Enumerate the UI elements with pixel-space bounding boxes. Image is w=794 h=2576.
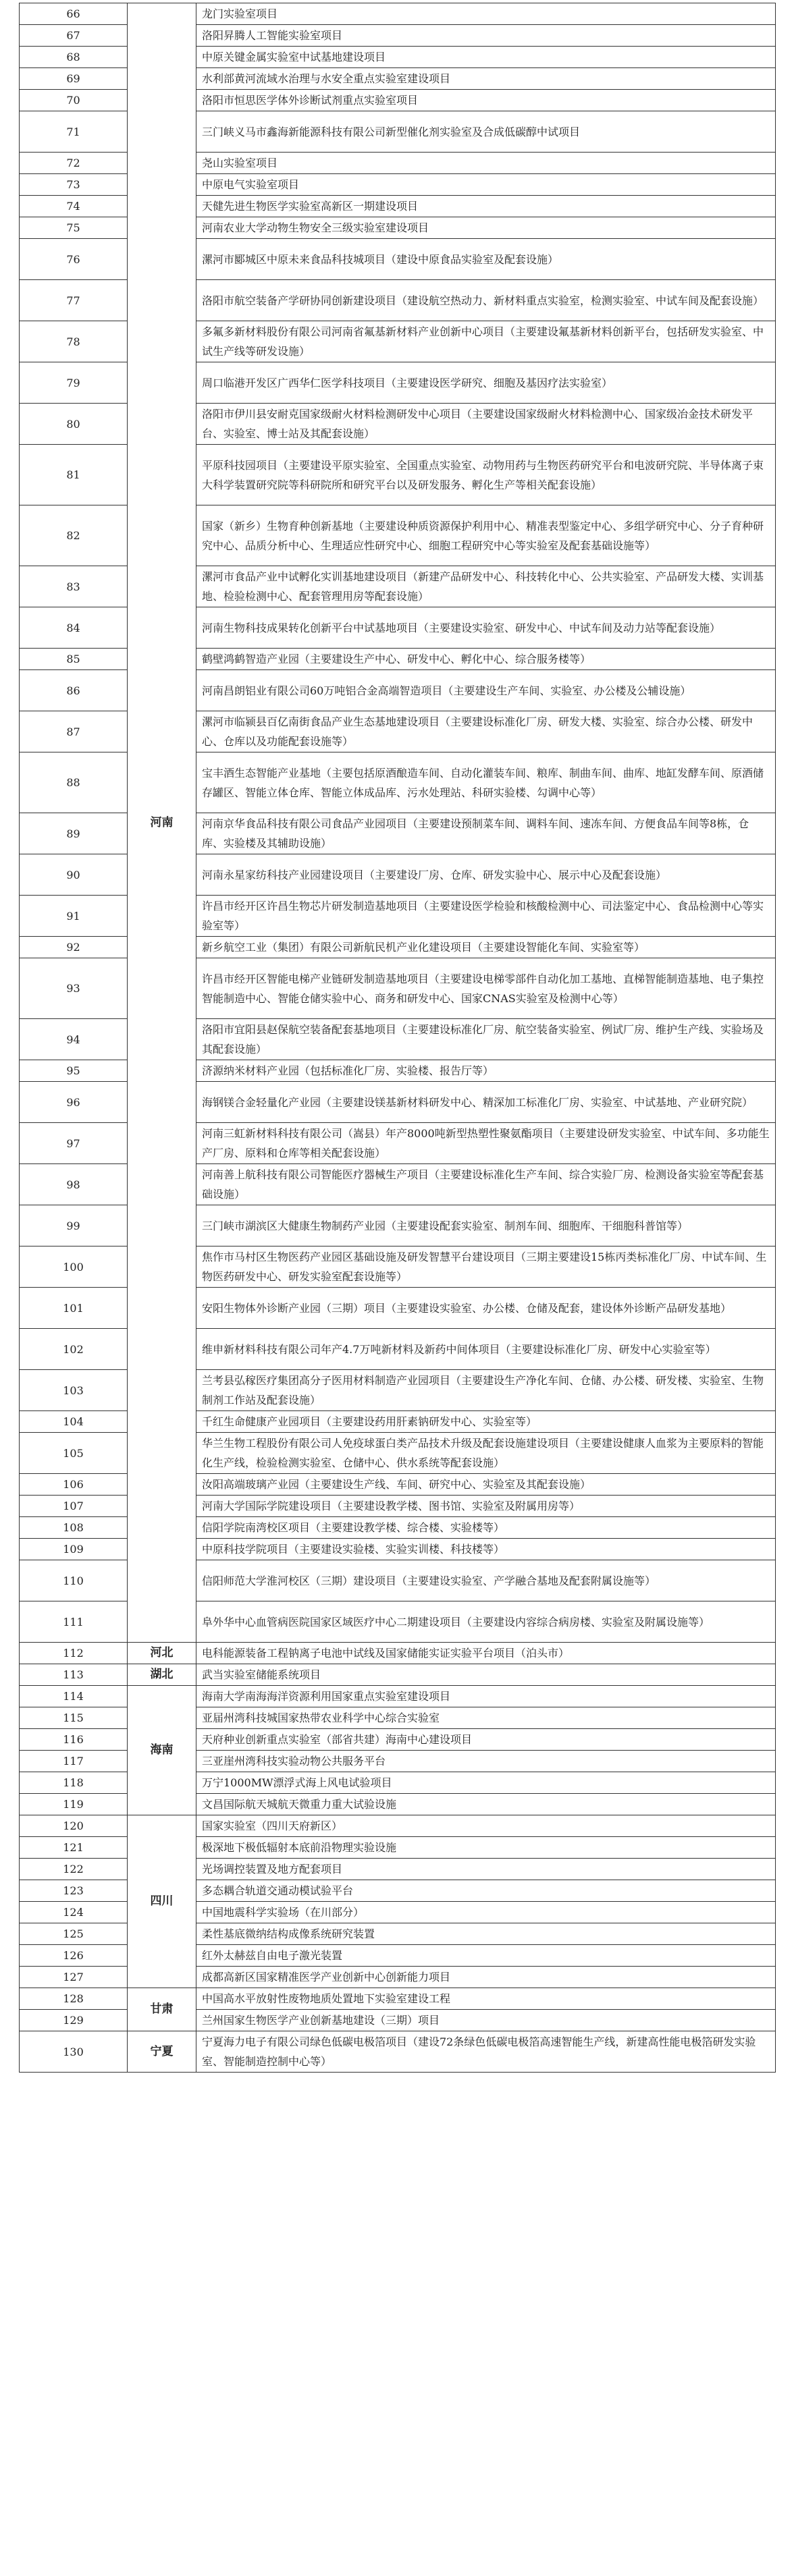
row-number: 118: [20, 1772, 128, 1794]
project-name: 河南农业大学动物生物安全三级实验室建设项目: [196, 217, 776, 239]
row-number: 74: [20, 196, 128, 217]
row-number: 101: [20, 1288, 128, 1329]
project-table-body: [20, 3, 776, 2073]
project-name: 河南昌朗铝业有限公司60万吨铝合金高端智造项目（主要建设生产车间、实验室、办公楼及公辅设施）: [196, 670, 776, 711]
row-number: 99: [20, 1205, 128, 1246]
project-name: 成都高新区国家精准医学产业创新中心创新能力项目: [196, 1967, 776, 1988]
row-number: 102: [20, 1329, 128, 1370]
province-cell: 宁夏: [128, 2031, 196, 2073]
row-number: 89: [20, 813, 128, 854]
row-number: 123: [20, 1880, 128, 1902]
row-number: 84: [20, 607, 128, 649]
project-name: 漯河市郾城区中原未来食品科技城项目（建设中原食品实验室及配套设施）: [196, 239, 776, 280]
row-number: 108: [20, 1517, 128, 1539]
project-name: 济源纳米材料产业园（包括标准化厂房、实验楼、报告厅等）: [196, 1060, 776, 1082]
row-number: 115: [20, 1707, 128, 1729]
table-row: [20, 2031, 776, 2073]
project-name: 红外太赫兹自由电子激光装置: [196, 1945, 776, 1967]
row-number: 121: [20, 1837, 128, 1859]
project-name: 中原关键金属实验室中试基地建设项目: [196, 47, 776, 68]
project-name: 三门峡市湖滨区大健康生物制药产业园（主要建设配套实验室、制剂车间、细胞库、干细胞科普馆等）: [196, 1205, 776, 1246]
row-number: 129: [20, 2010, 128, 2031]
row-number: 92: [20, 937, 128, 958]
row-number: 86: [20, 670, 128, 711]
project-name: 阜外华中心血管病医院国家区域医疗中心二期建设项目（主要建设内容综合病房楼、实验室及附属设施等）: [196, 1601, 776, 1643]
row-number: 117: [20, 1751, 128, 1772]
table-row: [20, 1686, 776, 1707]
project-name: 光场调控装置及地方配套项目: [196, 1859, 776, 1880]
project-name: 中原电气实验室项目: [196, 174, 776, 196]
project-name: 维申新材料科技有限公司年产4.7万吨新材料及新药中间体项目（主要建设标准化厂房、研发中心实验室等）: [196, 1329, 776, 1370]
project-name: 中国高水平放射性废物地质处置地下实验室建设工程: [196, 1988, 776, 2010]
project-name: 焦作市马村区生物医药产业园区基础设施及研发智慧平台建设项目（三期主要建设15栋丙类标准化厂房、中试车间、生物医药研发中心、研发实验室配套设施等）: [196, 1246, 776, 1288]
table-row: [20, 3, 776, 25]
row-number: 85: [20, 649, 128, 670]
row-number: 103: [20, 1370, 128, 1411]
province-cell: 甘肃: [128, 1988, 196, 2031]
province-cell: 海南: [128, 1686, 196, 1815]
project-name: 平原科技园项目（主要建设平原实验室、全国重点实验室、动物用药与生物医药研究平台和电波研究院、半导体离子束大科学装置研究院等科研院所和研究平台以及研发服务、孵化生产等相关配套设施）: [196, 445, 776, 505]
row-number: 72: [20, 153, 128, 174]
row-number: 79: [20, 362, 128, 404]
table-row: [20, 1664, 776, 1686]
project-name: 万宁1000MW漂浮式海上风电试验项目: [196, 1772, 776, 1794]
project-name: 汝阳高端玻璃产业园（主要建设生产线、车间、研究中心、实验室及其配套设施）: [196, 1474, 776, 1496]
row-number: 69: [20, 68, 128, 90]
row-number: 76: [20, 239, 128, 280]
row-number: 111: [20, 1601, 128, 1643]
project-name: 华兰生物工程股份有限公司人免疫球蛋白类产品技术升级及配套设施建设项目（主要建设健康人血浆为主要原料的智能化生产线，检验检测实验室、仓储中心、供水系统等配套设施）: [196, 1433, 776, 1474]
row-number: 104: [20, 1411, 128, 1433]
project-name: 中国地震科学实验场（在川部分）: [196, 1902, 776, 1923]
row-number: 70: [20, 90, 128, 111]
project-name: 新乡航空工业（集团）有限公司新航民机产业化建设项目（主要建设智能化车间、实验室等）: [196, 937, 776, 958]
row-number: 94: [20, 1019, 128, 1060]
project-name: 河南大学国际学院建设项目（主要建设教学楼、图书馆、实验室及附属用房等）: [196, 1496, 776, 1517]
table-row: [20, 1988, 776, 2010]
row-number: 126: [20, 1945, 128, 1967]
project-name: 漯河市食品产业中试孵化实训基地建设项目（新建产品研发中心、科技转化中心、公共实验室、产品研发大楼、实训基地、检验检测中心、配套管理用房等配套设施）: [196, 566, 776, 607]
project-name: 极深地下极低辐射本底前沿物理实验设施: [196, 1837, 776, 1859]
row-number: 91: [20, 896, 128, 937]
project-name: 文昌国际航天城航天微重力重大试验设施: [196, 1794, 776, 1815]
project-name: 鹤壁鸿鹤智造产业园（主要建设生产中心、研发中心、孵化中心、综合服务楼等）: [196, 649, 776, 670]
project-name: 柔性基底微纳结构成像系统研究装置: [196, 1923, 776, 1945]
project-name: 水利部黄河流域水治理与水安全重点实验室建设项目: [196, 68, 776, 90]
row-number: 114: [20, 1686, 128, 1707]
row-number: 110: [20, 1560, 128, 1601]
row-number: 90: [20, 854, 128, 896]
project-name: 洛阳市恒思医学体外诊断试剂重点实验室项目: [196, 90, 776, 111]
row-number: 78: [20, 321, 128, 362]
row-number: 128: [20, 1988, 128, 2010]
row-number: 95: [20, 1060, 128, 1082]
row-number: 127: [20, 1967, 128, 1988]
project-name: 许昌市经开区智能电梯产业链研发制造基地项目（主要建设电梯零部件自动化加工基地、直梯智能制造基地、电子集控智能制造中心、智能仓储实验中心、商务和研发中心、国家CNAS实验室及检测中心等）: [196, 958, 776, 1019]
row-number: 106: [20, 1474, 128, 1496]
project-name: 尧山实验室项目: [196, 153, 776, 174]
project-name: 多氟多新材料股份有限公司河南省氟基新材料产业创新中心项目（主要建设氟基新材料创新平台，包括研发实验室、中试生产线等研发设施）: [196, 321, 776, 362]
row-number: 68: [20, 47, 128, 68]
row-number: 67: [20, 25, 128, 47]
project-name: 天府种业创新重点实验室（部省共建）海南中心建设项目: [196, 1729, 776, 1751]
row-number: 80: [20, 404, 128, 445]
row-number: 107: [20, 1496, 128, 1517]
row-number: 113: [20, 1664, 128, 1686]
project-name: 宝丰酒生态智能产业基地（主要包括原酒酿造车间、自动化灌装车间、粮库、制曲车间、曲库、地缸发酵车间、原酒储存罐区、智能立体仓库、智能立体成品库、污水处理站、科研实验楼、勾调中心等）: [196, 752, 776, 813]
project-name: 武当实验室储能系统项目: [196, 1664, 776, 1686]
row-number: 82: [20, 505, 128, 566]
project-name: 天健先进生物医学实验室高新区一期建设项目: [196, 196, 776, 217]
row-number: 100: [20, 1246, 128, 1288]
table-row: [20, 1815, 776, 1837]
province-cell: 四川: [128, 1815, 196, 1988]
row-number: 109: [20, 1539, 128, 1560]
project-name: 多态耦合轨道交通动模试验平台: [196, 1880, 776, 1902]
row-number: 87: [20, 711, 128, 752]
project-name: 电科能源装备工程钠离子电池中试线及国家储能实证实验平台项目（泊头市）: [196, 1643, 776, 1664]
project-name: 许昌市经开区许昌生物芯片研发制造基地项目（主要建设医学检验和核酸检测中心、司法鉴定中心、食品检测中心等实验室等）: [196, 896, 776, 937]
row-number: 71: [20, 111, 128, 153]
project-name: 兰考县弘稼医疗集团高分子医用材料制造产业园项目（主要建设生产净化车间、仓储、办公楼、研发楼、实验室、生物制剂工作站及配套设施）: [196, 1370, 776, 1411]
project-name: 信阳学院南湾校区项目（主要建设教学楼、综合楼、实验楼等）: [196, 1517, 776, 1539]
row-number: 116: [20, 1729, 128, 1751]
project-name: 兰州国家生物医学产业创新基地建设（三期）项目: [196, 2010, 776, 2031]
row-number: 98: [20, 1164, 128, 1205]
province-cell: 河北: [128, 1643, 196, 1664]
project-table: [19, 3, 776, 2073]
row-number: 105: [20, 1433, 128, 1474]
row-number: 81: [20, 445, 128, 505]
row-number: 77: [20, 280, 128, 321]
project-name: 周口临港开发区广西华仁医学科技项目（主要建设医学研究、细胞及基因疗法实验室）: [196, 362, 776, 404]
project-name: 海南大学南海海洋资源利用国家重点实验室建设项目: [196, 1686, 776, 1707]
project-name: 海钢镁合金轻量化产业园（主要建设镁基新材料研发中心、精深加工标准化厂房、实验室、中试基地、产业研究院）: [196, 1082, 776, 1123]
project-name: 龙门实验室项目: [196, 3, 776, 25]
project-name: 中原科技学院项目（主要建设实验楼、实验实训楼、科技楼等）: [196, 1539, 776, 1560]
row-number: 119: [20, 1794, 128, 1815]
project-name: 河南京华食品科技有限公司食品产业园项目（主要建设预制菜车间、调料车间、速冻车间、方便食品车间等8栋，仓库、实验楼及其辅助设施）: [196, 813, 776, 854]
project-name: 国家实验室（四川天府新区）: [196, 1815, 776, 1837]
project-name: 河南三虹新材料科技有限公司（嵩县）年产8000吨新型热塑性聚氨酯项目（主要建设研发实验室、中试车间、多功能生产厂房、原料和仓库等相关配套设施）: [196, 1123, 776, 1164]
project-name: 河南永星家纺科技产业园建设项目（主要建设厂房、仓库、研发实验中心、展示中心及配套设施）: [196, 854, 776, 896]
project-name: 千红生命健康产业园项目（主要建设药用肝素钠研发中心、实验室等）: [196, 1411, 776, 1433]
row-number: 97: [20, 1123, 128, 1164]
project-name: 洛阳市航空装备产学研协同创新建设项目（建设航空热动力、新材料重点实验室，检测实验室、中试车间及配套设施）: [196, 280, 776, 321]
row-number: 124: [20, 1902, 128, 1923]
project-name: 洛阳市宜阳县赵保航空装备配套基地项目（主要建设标准化厂房、航空装备实验室、例试厂房、维护生产线、实验场及其配套设施）: [196, 1019, 776, 1060]
row-number: 83: [20, 566, 128, 607]
province-cell: 河南: [128, 3, 196, 1643]
row-number: 130: [20, 2031, 128, 2073]
project-name: 洛阳市伊川县安耐克国家级耐火材料检测研发中心项目（主要建设国家级耐火材料检测中心、国家级冶金技术研发平台、实验室、博士站及其配套设施）: [196, 404, 776, 445]
project-name: 亚届州湾科技城国家热带农业科学中心综合实验室: [196, 1707, 776, 1729]
row-number: 93: [20, 958, 128, 1019]
table-row: [20, 1643, 776, 1664]
row-number: 120: [20, 1815, 128, 1837]
province-cell: 湖北: [128, 1664, 196, 1686]
project-name: 宁夏海力电子有限公司绿色低碳电极箔项目（建设72条绿色低碳电极箔高速智能生产线，新建高性能电极箔研发实验室、智能制造控制中心等）: [196, 2031, 776, 2073]
project-name: 洛阳昇腾人工智能实验室项目: [196, 25, 776, 47]
project-name: 信阳师范大学淮河校区（三期）建设项目（主要建设实验室、产学融合基地及配套附属设施等）: [196, 1560, 776, 1601]
project-name: 漯河市临颍县百亿南街食品产业生态基地建设项目（主要建设标准化厂房、研发大楼、实验室、综合办公楼、研发中心、仓库以及功能配套设施等）: [196, 711, 776, 752]
row-number: 66: [20, 3, 128, 25]
row-number: 88: [20, 752, 128, 813]
row-number: 112: [20, 1643, 128, 1664]
row-number: 73: [20, 174, 128, 196]
row-number: 122: [20, 1859, 128, 1880]
project-name: 三门峡义马市鑫海新能源科技有限公司新型催化剂实验室及合成低碳醇中试项目: [196, 111, 776, 153]
project-name: 国家（新乡）生物育种创新基地（主要建设种质资源保护利用中心、精准表型鉴定中心、多组学研究中心、分子育种研究中心、品质分析中心、生理适应性研究中心、细胞工程研究中心等实验室及配套基础设施等）: [196, 505, 776, 566]
project-name: 安阳生物体外诊断产业园（三期）项目（主要建设实验室、办公楼、仓储及配套，建设体外诊断产品研发基地）: [196, 1288, 776, 1329]
project-name: 河南生物科技成果转化创新平台中试基地项目（主要建设实验室、研发中心、中试车间及动力站等配套设施）: [196, 607, 776, 649]
project-name: 河南善上航科技有限公司智能医疗器械生产项目（主要建设标准化生产车间、综合实验厂房、检测设备实验室等配套基础设施）: [196, 1164, 776, 1205]
project-name: 三亚崖州湾科技实验动物公共服务平台: [196, 1751, 776, 1772]
row-number: 75: [20, 217, 128, 239]
row-number: 96: [20, 1082, 128, 1123]
row-number: 125: [20, 1923, 128, 1945]
